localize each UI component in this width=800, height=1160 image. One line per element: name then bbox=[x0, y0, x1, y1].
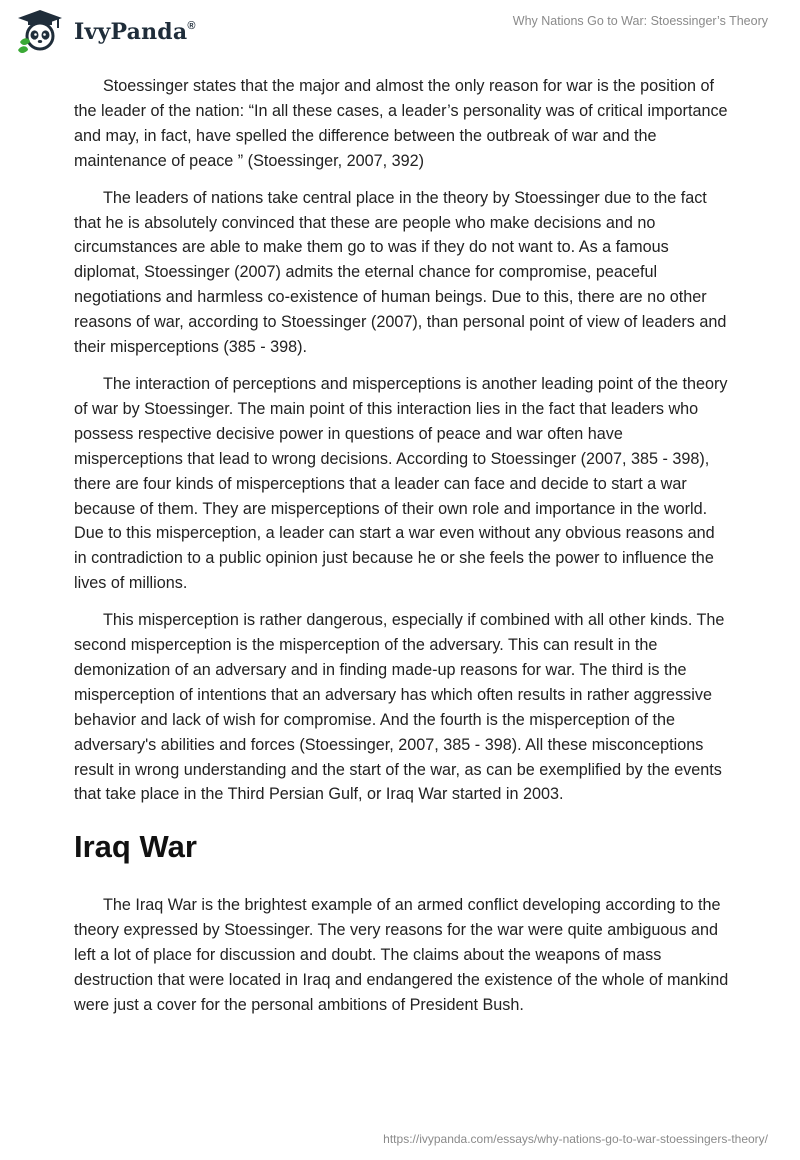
article-body bbox=[74, 74, 730, 1030]
source-url[interactable]: https://ivypanda.com/essays/why-nations-go-to-war-stoessingers-theory/ bbox=[383, 1132, 768, 1146]
document-title: Why Nations Go to War: Stoessinger’s Theory bbox=[512, 14, 768, 28]
paragraph: The interaction of perceptions and misperceptions is another leading point of the theory of war by Stoessinger. The main point of this interaction lies in the fact that leaders who possess respective decisive power in questions of peace and war often have misperceptions that lead to wrong decisions. According to Stoessinger (2007, 385 - 398), there are four kinds of misperceptions that a leader can face and decide to start a war because of them. They are misperceptions of their own role and importance in the world. Due to this misperception, a leader can start a war even without any obvious reasons and in contradiction to a public opinion just because he or she feels the power to influence the lives of millions. bbox=[74, 374, 728, 593]
ivypanda-logo[interactable] bbox=[14, 8, 196, 54]
paragraph: This misperception is rather dangerous, especially if combined with all other kinds. The second misperception is the misperception of the adversary. This can result in the demonization of an adversary and in finding made-up reasons for war. The third is the misperception of intentions that an adversary has which often results in rather aggressive behavior and lack of wish for compromise. And the fourth is the misperception of the adversary's abilities and forces (Stoessinger, 2007, 385 - 398). All these misconceptions result in wrong understanding and the start of the war, as can be exemplified by the events that take place in the Third Persian Gulf, or Iraq War started in 2003. bbox=[74, 611, 725, 804]
registered-mark: ® bbox=[187, 19, 196, 32]
paragraph: Stoessinger states that the major and almost the only reason for war is the position of the leader of the nation: “In all these cases, a leader’s personality was of critical importance and may, in fact, have spelled the difference between the outbreak of war and the maintenance of peace ” (Stoessinger, 2007, 392) bbox=[74, 77, 728, 170]
paragraph: The Iraq War is the brightest example of an armed conflict developing according to the theory expressed by Stoessinger. The very reasons for the war were quite ambiguous and left a lot of place for discussion and doubt. The claims about the weapons of mass destruction that were located in Iraq and endangered the existence of the whole of mankind were just a cover for the personal ambitions of President Bush. bbox=[74, 896, 729, 1014]
paragraph: The leaders of nations take central place in the theory by Stoessinger due to the fact that he is absolutely convinced that these are people who make decisions and no circumstances are able to make them go to was if they do not want to. As a famous diplomat, Stoessinger (2007) admits the eternal chance for compromise, peaceful negotiations and harmless co-existence of human beings. Due to this, there are no other reasons of war, according to Stoessinger (2007), than personal point of view of leaders and their misperceptions (385 - 398). bbox=[74, 188, 727, 357]
panda-graduate-icon bbox=[14, 8, 66, 54]
section-heading: Iraq War bbox=[74, 829, 197, 865]
page-header bbox=[0, 0, 800, 70]
brand-name: IvyPanda® bbox=[74, 19, 196, 45]
